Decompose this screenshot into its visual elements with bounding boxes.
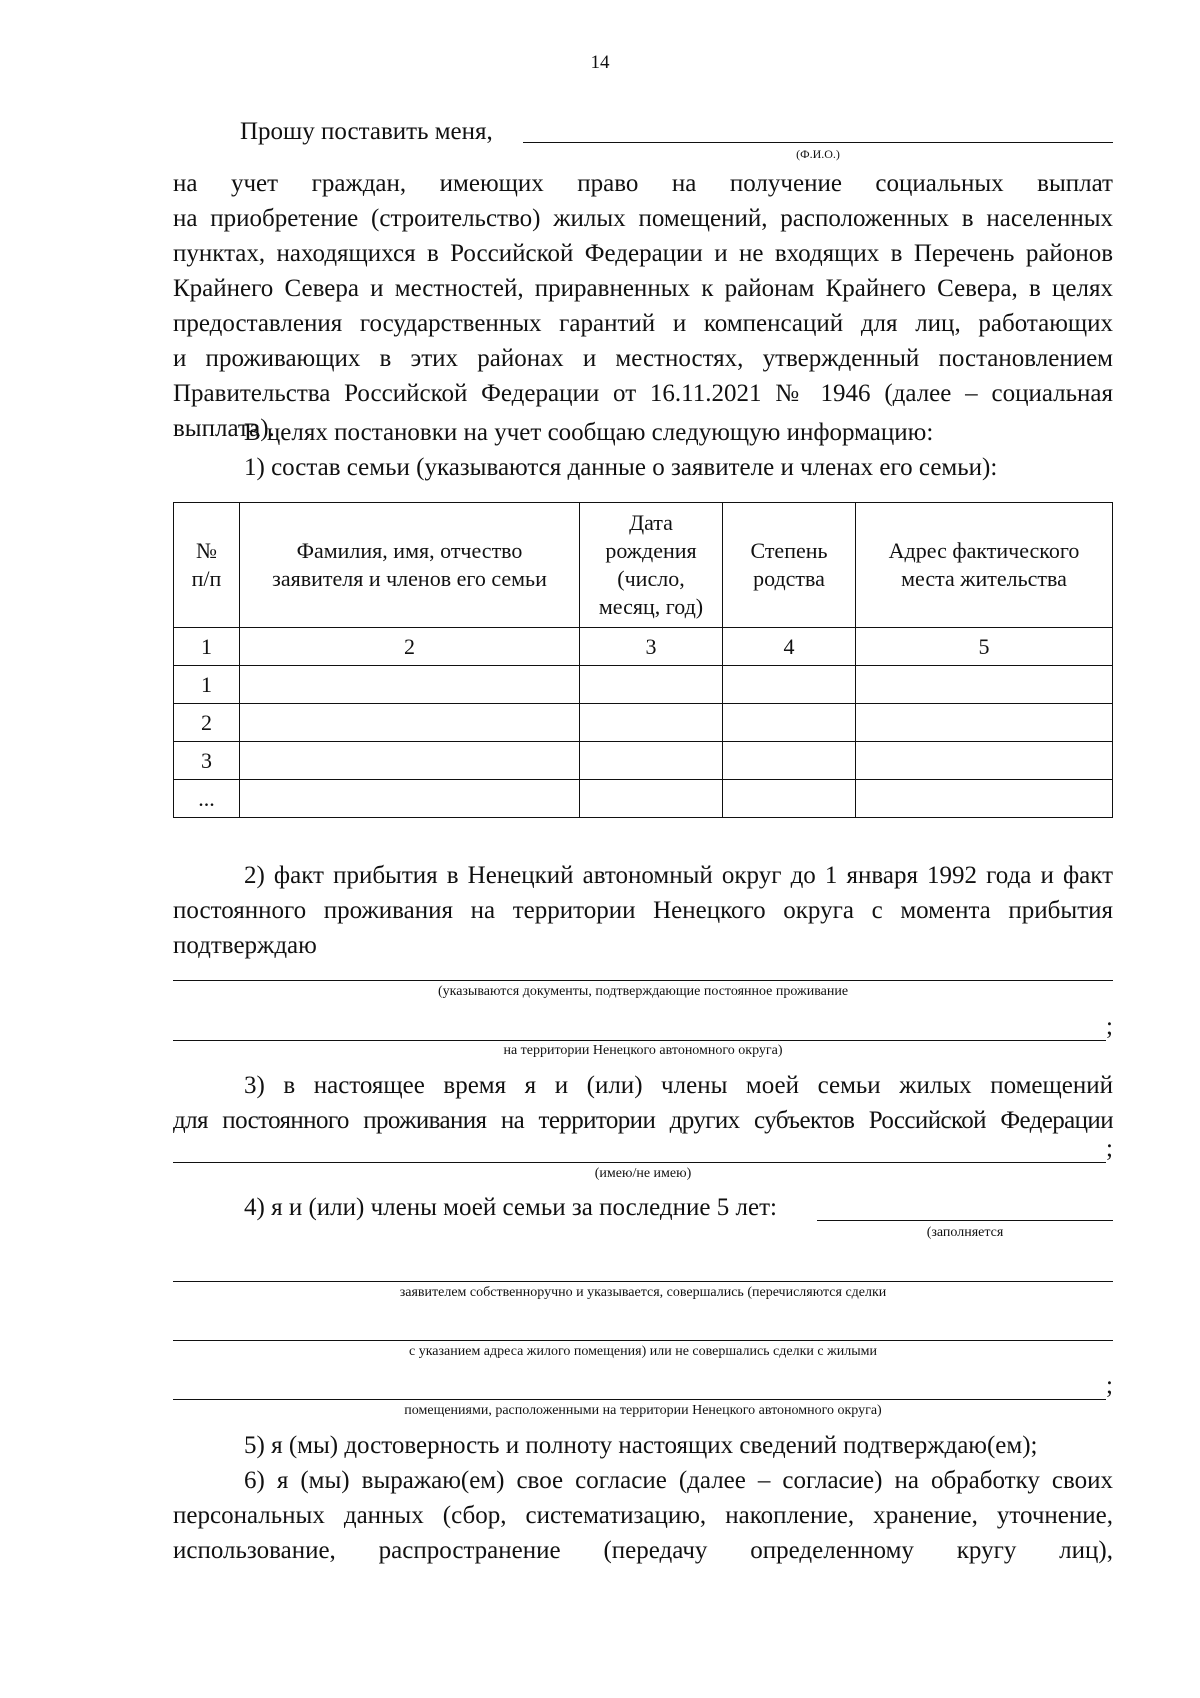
paragraph-1-line-4: Крайнего Севера и местностей, приравненных к районам Крайнего Севера, в целях	[173, 275, 1113, 302]
row-number: 1	[174, 666, 240, 704]
numbering-cell: 2	[240, 628, 580, 666]
item-2-line-1: 2) факт прибытия в Ненецкий автономный округ до 1 января 1992 года и факт	[244, 862, 1113, 889]
housing-field[interactable]	[173, 1162, 1106, 1163]
documents-field-1[interactable]	[173, 980, 1113, 981]
fio-cell[interactable]	[240, 742, 580, 780]
item-2-line-3: подтверждаю	[173, 932, 317, 959]
header-number: № п/п	[174, 503, 240, 628]
relation-cell[interactable]	[723, 742, 856, 780]
fio-cell[interactable]	[240, 704, 580, 742]
deals-field-3[interactable]	[173, 1340, 1113, 1341]
table-row	[174, 704, 1113, 742]
table-row	[174, 780, 1113, 818]
header-address: Адрес фактического места жительства	[856, 503, 1113, 628]
item-6-line-1: 6) я (мы) выражаю(ем) свое согласие (далее – согласие) на обработку своих	[244, 1467, 1113, 1494]
paragraph-1-line-8: выплата).	[173, 415, 275, 442]
semicolon: ;	[1106, 1013, 1113, 1040]
item-4-text: 4) я и (или) члены моей семьи за последние 5 лет:	[244, 1194, 777, 1221]
fio-hint: (Ф.И.О.)	[796, 147, 840, 161]
semicolon: ;	[1106, 1135, 1113, 1162]
row-number: 2	[174, 704, 240, 742]
relation-cell[interactable]	[723, 666, 856, 704]
paragraph-1-line-6: и проживающих в этих районах и местностях, утвержденный постановлением	[173, 345, 1113, 372]
numbering-cell: 1	[174, 628, 240, 666]
row-number: ...	[174, 780, 240, 818]
request-text: Прошу поставить меня,	[240, 118, 493, 145]
address-cell[interactable]	[856, 704, 1113, 742]
row-number: 3	[174, 742, 240, 780]
fio-cell[interactable]	[240, 780, 580, 818]
relation-cell[interactable]	[723, 704, 856, 742]
item-3-line-1: 3) в настоящее время я и (или) члены моей семьи жилых помещений	[244, 1072, 1113, 1099]
table-row	[174, 742, 1113, 780]
item-5-text: 5) я (мы) достоверность и полноту настоящих сведений подтверждаю(ем);	[244, 1432, 1038, 1459]
paragraph-1-line-7: Правительства Российской Федерации от 16.11.2021 № 1946 (далее – социальная	[173, 380, 1113, 407]
item-6-line-3: использование, распространение (передачу определенному кругу лиц),	[173, 1537, 1113, 1564]
paragraph-1-line-3: пунктах, находящихся в Российской Федерации и не входящих в Перечень районов	[173, 240, 1113, 267]
deals-hint-1: (заполняется	[926, 1225, 1004, 1240]
numbering-cell: 4	[723, 628, 856, 666]
family-table	[173, 502, 1113, 818]
housing-hint: (имею/не имею)	[594, 1166, 692, 1181]
documents-hint-1: (указываются документы, подтверждающие постоянное проживание	[437, 984, 849, 999]
fio-field[interactable]	[523, 142, 1113, 143]
address-cell[interactable]	[856, 780, 1113, 818]
table-numbering-row	[174, 628, 1113, 666]
paragraph-1-line-1: на учет граждан, имеющих право на получение социальных выплат	[173, 170, 1113, 197]
header-relation: Степень родства	[723, 503, 856, 628]
deals-hint-2: заявителем собственноручно и указывается, совершались (перечисляются сделки	[399, 1285, 887, 1300]
table-header-row	[174, 503, 1113, 628]
documents-field-2[interactable]	[173, 1040, 1106, 1041]
item-6-line-2: персональных данных (сбор, систематизацию, накопление, хранение, уточнение,	[173, 1502, 1113, 1529]
paragraph-1-line-5: предоставления государственных гарантий и компенсаций для лиц, работающих	[173, 310, 1113, 337]
table-row	[174, 666, 1113, 704]
deals-field-2[interactable]	[173, 1281, 1113, 1282]
documents-hint-2: на территории Ненецкого автономного округа)	[503, 1043, 783, 1058]
paragraph-1-line-2: на приобретение (строительство) жилых помещений, расположенных в населенных	[173, 205, 1113, 232]
semicolon: ;	[1106, 1372, 1113, 1399]
info-intro: В целях постановки на учет сообщаю следующую информацию:	[244, 419, 934, 446]
header-fio: Фамилия, имя, отчество заявителя и членов его семьи	[240, 503, 580, 628]
numbering-cell: 3	[580, 628, 723, 666]
deals-field-4[interactable]	[173, 1399, 1106, 1400]
page-number: 14	[590, 52, 610, 73]
header-birth-date: Дата рождения (число, месяц, год)	[580, 503, 723, 628]
item-2-line-2: постоянного проживания на территории Ненецкого округа с момента прибытия	[173, 897, 1113, 924]
item-1-text: 1) состав семьи (указываются данные о заявителе и членах его семьи):	[244, 454, 998, 481]
fio-cell[interactable]	[240, 666, 580, 704]
birth-date-cell[interactable]	[580, 704, 723, 742]
address-cell[interactable]	[856, 742, 1113, 780]
birth-date-cell[interactable]	[580, 780, 723, 818]
numbering-cell: 5	[856, 628, 1113, 666]
deals-hint-4: помещениями, расположенными на территории Ненецкого автономного округа)	[404, 1403, 882, 1418]
item-3-line-2: для постоянного проживания на территории других субъектов Российской Федерации	[173, 1107, 1113, 1134]
deals-hint-3: с указанием адреса жилого помещения) или не совершались сделки с жилыми	[408, 1344, 878, 1359]
relation-cell[interactable]	[723, 780, 856, 818]
birth-date-cell[interactable]	[580, 666, 723, 704]
address-cell[interactable]	[856, 666, 1113, 704]
birth-date-cell[interactable]	[580, 742, 723, 780]
deals-field-1[interactable]	[817, 1220, 1113, 1221]
